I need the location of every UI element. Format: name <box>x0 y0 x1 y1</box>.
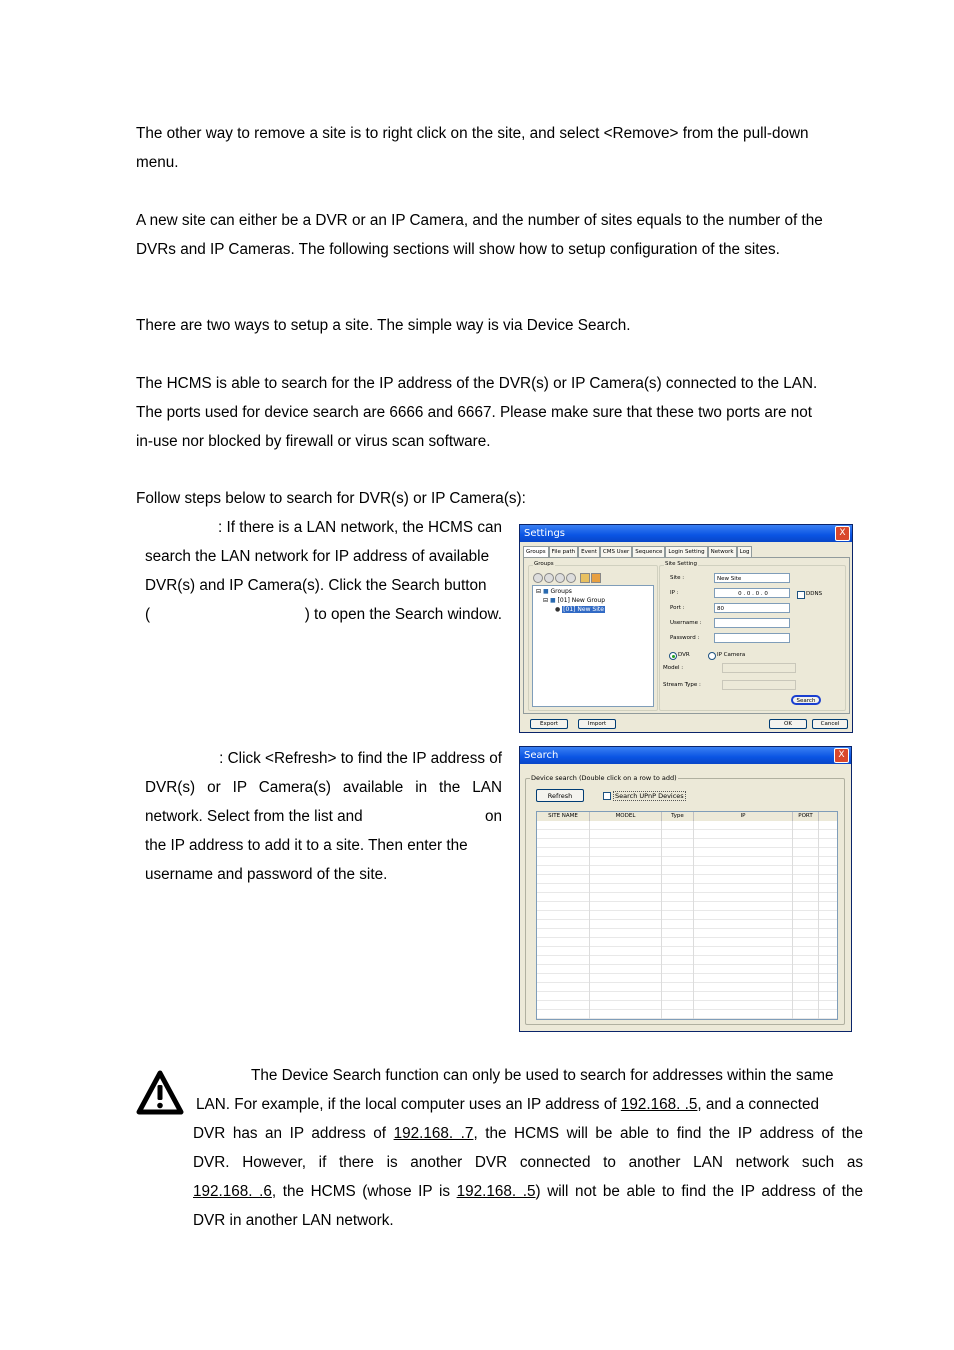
import-button[interactable]: Import <box>578 719 616 729</box>
stream-type-select[interactable] <box>722 680 796 690</box>
text-line: DVR in another LAN network. <box>193 1212 394 1229</box>
text-line: menu. <box>136 154 179 171</box>
upnp-label: Search UPnP Devices <box>615 792 684 800</box>
settings-panel <box>523 557 850 714</box>
text-line <box>145 600 502 629</box>
ip-address: 192.168. .6 <box>193 1183 272 1200</box>
search-button[interactable]: Search <box>791 695 821 705</box>
column-divider <box>693 821 694 1019</box>
tree-site-label: [01] New Site <box>563 606 604 613</box>
site-label: Site : <box>670 575 685 581</box>
dvr-radio[interactable] <box>669 652 677 660</box>
text-fragment: LAN. For example, if the local computer uses an IP address of <box>196 1096 621 1113</box>
tree-group[interactable]: ⊟ ■ [01] New Group <box>543 597 606 604</box>
text-line <box>145 802 502 831</box>
column-header-site-name[interactable]: SITE NAME <box>537 812 590 821</box>
text-fragment: DVR has an IP address of <box>193 1125 394 1142</box>
text-line: in-use nor blocked by firewall or virus scan software. <box>136 433 491 450</box>
note-text <box>193 1061 863 1235</box>
paragraph-follow-steps <box>136 484 863 513</box>
text-fragment: , the HCMS (whose IP is <box>271 1183 457 1200</box>
tab-event[interactable]: Event <box>578 546 600 557</box>
text-fragment: , the HCMS will be able to find the IP address of the <box>473 1125 863 1142</box>
text-line: DVRs and IP Cameras. The following sections will show how to setup configuration of the sites. <box>136 241 780 258</box>
search-title: Search <box>524 750 559 761</box>
paragraph-new-site <box>136 206 863 264</box>
cancel-button[interactable]: Cancel <box>812 719 848 729</box>
groups-title: Groups <box>534 561 554 567</box>
text-line: The ports used for device search are 6666 and 6667. Please make sure that these two ports are not <box>136 404 813 421</box>
remove-site-icon[interactable] <box>566 573 576 583</box>
text-line: Follow steps below to search for DVR(s) or IP Camera(s): <box>136 490 526 507</box>
settings-titlebar <box>520 525 852 542</box>
groups-box <box>528 561 658 711</box>
port-label: Port : <box>670 605 685 611</box>
stream-type-label: Stream Type : <box>663 682 701 688</box>
warning-icon <box>136 1070 184 1116</box>
group-tree <box>532 585 654 707</box>
text-line: A new site can either be a DVR or an IP Camera, and the number of sites equals to the number of the <box>136 212 823 229</box>
tree-site[interactable]: ● [01] New Site <box>555 606 604 613</box>
import-icon[interactable] <box>580 573 590 583</box>
add-group-icon[interactable] <box>533 573 543 583</box>
model-select[interactable] <box>722 663 796 673</box>
ipcam-radio[interactable] <box>708 652 716 660</box>
text-line <box>193 1119 863 1148</box>
device-list[interactable] <box>536 811 838 1020</box>
text-line: DVR(s) or IP Camera(s) available in the LAN <box>145 779 502 796</box>
dvr-label: DVR <box>678 652 690 658</box>
text-fragment: on <box>484 808 502 825</box>
ip-address: 192.168. .7 <box>393 1125 474 1142</box>
paragraph-device-search <box>136 369 863 456</box>
column-divider <box>792 821 793 1019</box>
search-titlebar <box>520 747 851 764</box>
text-fragment: ) will not be able to find the IP address of the <box>535 1183 863 1200</box>
remove-group-icon[interactable] <box>544 573 554 583</box>
text-fragment: network. Select from the list and <box>145 808 363 825</box>
text-line: the IP address to add it to a site. Then enter the <box>145 837 468 854</box>
tab-file-path[interactable]: File path <box>549 546 578 557</box>
tab-cms-user[interactable]: CMS User <box>600 546 632 557</box>
device-search-title: Device search (Double click on a row to add) <box>531 774 677 782</box>
column-divider <box>818 821 819 1019</box>
ip-address: 192.168. .5 <box>456 1183 536 1200</box>
text-fragment: ( <box>145 606 151 623</box>
text-fragment <box>196 1090 819 1119</box>
device-search-group <box>525 774 845 1025</box>
settings-tabs <box>523 546 752 557</box>
ddns-label: DDNS <box>806 591 823 597</box>
add-site-icon[interactable] <box>555 573 565 583</box>
text-fragment: , and a connected <box>697 1096 820 1113</box>
port-input[interactable]: 80 <box>714 603 790 613</box>
tab-groups[interactable]: Groups <box>523 546 549 557</box>
refresh-button[interactable]: Refresh <box>536 789 584 802</box>
username-input[interactable] <box>714 618 790 628</box>
text-line: The Device Search function can only be used to search for addresses within the same <box>251 1067 834 1084</box>
text-line: There are two ways to setup a site. The simple way is via Device Search. <box>136 317 631 334</box>
paragraph-remove-site <box>136 119 863 177</box>
column-divider <box>589 821 590 1019</box>
tab-sequence[interactable]: Sequence <box>632 546 665 557</box>
text-line: DVR. However, if there is another DVR connected to another LAN network such as <box>193 1154 863 1171</box>
tab-network[interactable]: Network <box>708 546 737 557</box>
close-icon[interactable]: X <box>834 748 849 763</box>
ipcam-label: IP Camera <box>717 652 746 658</box>
column-header-model[interactable]: MODEL <box>590 812 662 821</box>
tree-group-label: [01] New Group <box>557 597 606 604</box>
ddns-checkbox[interactable] <box>797 591 805 599</box>
ip-input[interactable]: 0 . 0 . 0 . 0 <box>714 588 790 598</box>
text-line: : If there is a LAN network, the HCMS can <box>218 519 502 536</box>
password-label: Password : <box>670 635 700 641</box>
search-window <box>519 746 852 1032</box>
site-setting-box <box>659 561 846 711</box>
tab-log[interactable]: Log <box>737 546 753 557</box>
column-header-filler <box>819 812 837 821</box>
column-header-ip[interactable]: IP <box>694 812 793 821</box>
text-fragment: ) to open the Search window. <box>304 606 502 623</box>
text-line: The HCMS is able to search for the IP address of the DVR(s) or IP Camera(s) connected to the LAN. <box>136 375 818 392</box>
step1-text <box>145 513 502 629</box>
site-name-input[interactable]: New Site <box>714 573 790 583</box>
ok-button[interactable]: OK <box>769 719 807 729</box>
text-line: DVR(s) and IP Camera(s). Click the Search button <box>145 577 487 594</box>
step2-text <box>145 744 502 889</box>
text-line: username and password of the site. <box>145 866 388 883</box>
text-line: The other way to remove a site is to right click on the site, and select <Remove> from the pull-down <box>136 125 809 142</box>
password-input[interactable] <box>714 633 790 643</box>
close-icon[interactable]: X <box>835 526 850 541</box>
text-line: search the LAN network for IP address of available <box>145 548 490 565</box>
ip-label: IP : <box>670 590 679 596</box>
settings-window <box>519 524 853 733</box>
text-line <box>193 1090 863 1119</box>
model-label: Model : <box>663 665 684 671</box>
export-button[interactable]: Export <box>530 719 568 729</box>
export-icon[interactable] <box>591 573 601 583</box>
text-line: : Click <Refresh> to find the IP address of <box>219 750 502 767</box>
text-line <box>193 1177 863 1206</box>
tab-login-setting[interactable]: Login Setting <box>665 546 707 557</box>
groups-toolbar <box>533 573 601 583</box>
tree-root[interactable]: ⊟ ■ Groups <box>536 588 572 595</box>
username-label: Username : <box>670 620 702 626</box>
site-setting-title: Site Setting <box>665 561 698 567</box>
settings-title: Settings <box>524 528 566 539</box>
column-divider <box>661 821 662 1019</box>
paragraph-setup-ways <box>136 311 863 340</box>
column-header-type[interactable]: Type <box>662 812 694 821</box>
tree-root-label: Groups <box>550 588 572 595</box>
upnp-checkbox[interactable] <box>603 792 611 800</box>
ip-address: 192.168. .5 <box>620 1096 698 1113</box>
column-header-port[interactable]: PORT <box>793 812 819 821</box>
